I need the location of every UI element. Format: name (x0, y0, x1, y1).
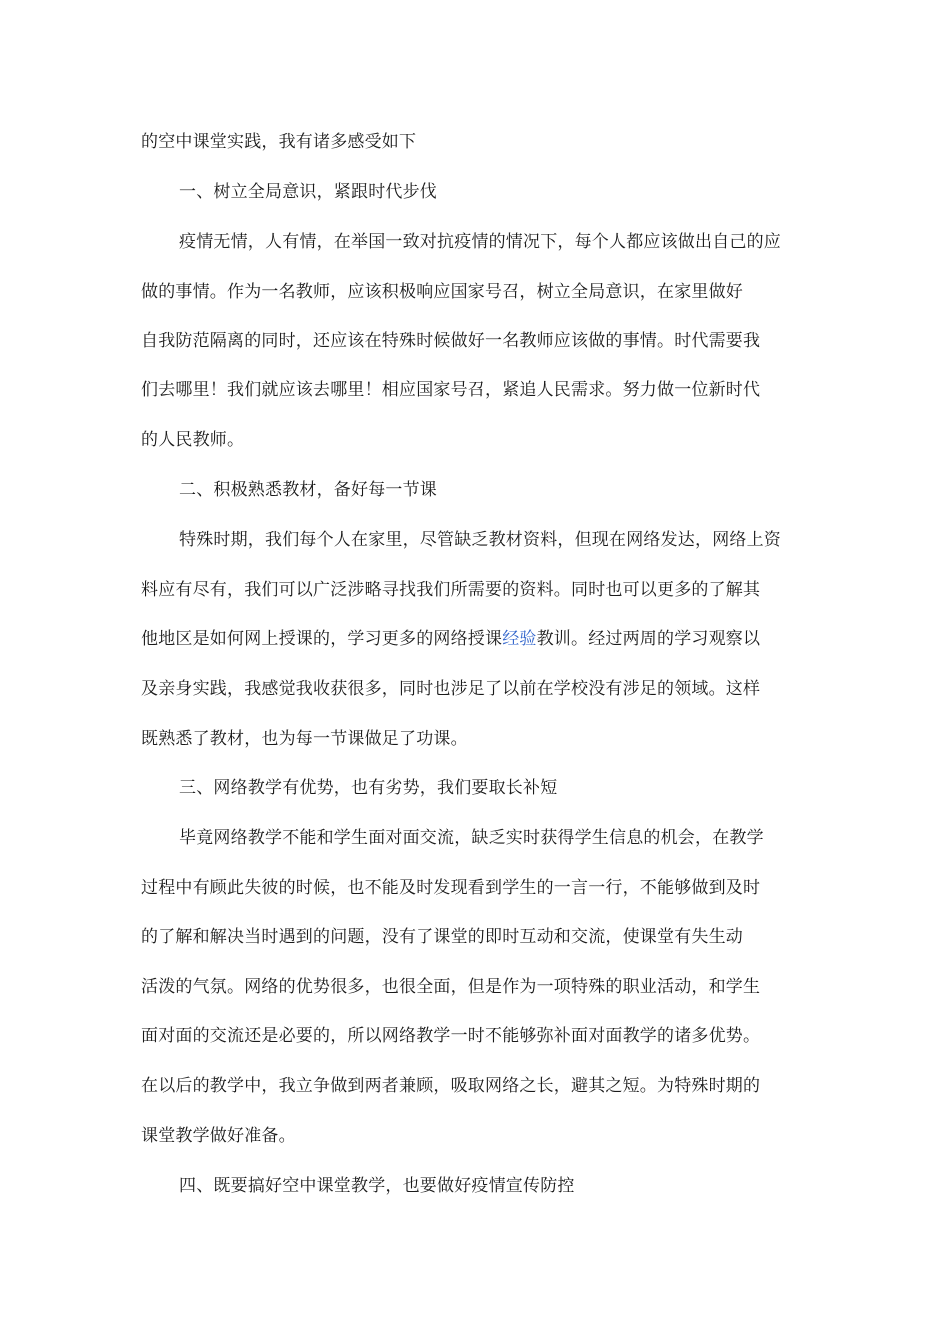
paragraph-line: 课堂教学做好准备。 (141, 1126, 296, 1146)
paragraph-line: 自我防范隔离的同时，还应该在特殊时候做好一名教师应该做的事情。时代需要我 (141, 331, 761, 351)
line-text-before-link: 他地区是如何网上授课的，学习更多的网络授课 (141, 629, 503, 649)
paragraph-line: 既熟悉了教材，也为每一节课做足了功课。 (141, 729, 468, 749)
paragraph-line: 活泼的气氛。网络的优势很多，也很全面，但是作为一项特殊的职业活动，和学生 (141, 977, 761, 997)
heading-section-4: 四、既要搞好空中课堂教学，也要做好疫情宣传防控 (179, 1176, 575, 1196)
heading-section-1: 一、树立全局意识，紧跟时代步伐 (179, 182, 437, 202)
paragraph-line: 的人民教师。 (141, 430, 245, 450)
experience-link[interactable]: 经验 (502, 629, 537, 649)
paragraph-line: 们去哪里！我们就应该去哪里！相应国家号召，紧追人民需求。努力做一位新时代 (141, 380, 761, 400)
paragraph-line: 料应有尽有，我们可以广泛涉略寻找我们所需要的资料。同时也可以更多的了解其 (141, 580, 761, 600)
paragraph-intro: 的空中课堂实践，我有诸多感受如下 (141, 132, 417, 152)
heading-section-2: 二、积极熟悉教材，备好每一节课 (179, 480, 437, 500)
paragraph-line: 疫情无情，人有情，在举国一致对抗疫情的情况下，每个人都应该做出自己的应 (179, 232, 781, 252)
line-text-after-link: 教训。经过两周的学习观察以 (536, 629, 761, 649)
paragraph-line: 特殊时期，我们每个人在家里，尽管缺乏教材资料，但现在网络发达，网络上资 (179, 530, 781, 550)
paragraph-line: 在以后的教学中，我立争做到两者兼顾，吸取网络之长，避其之短。为特殊时期的 (141, 1076, 761, 1096)
paragraph-line-with-link (141, 627, 760, 651)
paragraph-line: 及亲身实践，我感觉我收获很多，同时也涉足了以前在学校没有涉足的领域。这样 (141, 679, 761, 699)
paragraph-line: 毕竟网络教学不能和学生面对面交流，缺乏实时获得学生信息的机会，在教学 (179, 828, 764, 848)
paragraph-line: 面对面的交流还是必要的，所以网络教学一时不能够弥补面对面教学的诸多优势。 (141, 1026, 761, 1046)
paragraph-line: 过程中有顾此失彼的时候，也不能及时发现看到学生的一言一行，不能够做到及时 (141, 878, 761, 898)
paragraph-line: 的了解和解决当时遇到的问题，没有了课堂的即时互动和交流，使课堂有失生动 (141, 927, 743, 947)
heading-section-3: 三、网络教学有优势，也有劣势，我们要取长补短 (179, 778, 558, 798)
paragraph-line: 做的事情。作为一名教师，应该积极响应国家号召，树立全局意识，在家里做好 (141, 282, 743, 302)
